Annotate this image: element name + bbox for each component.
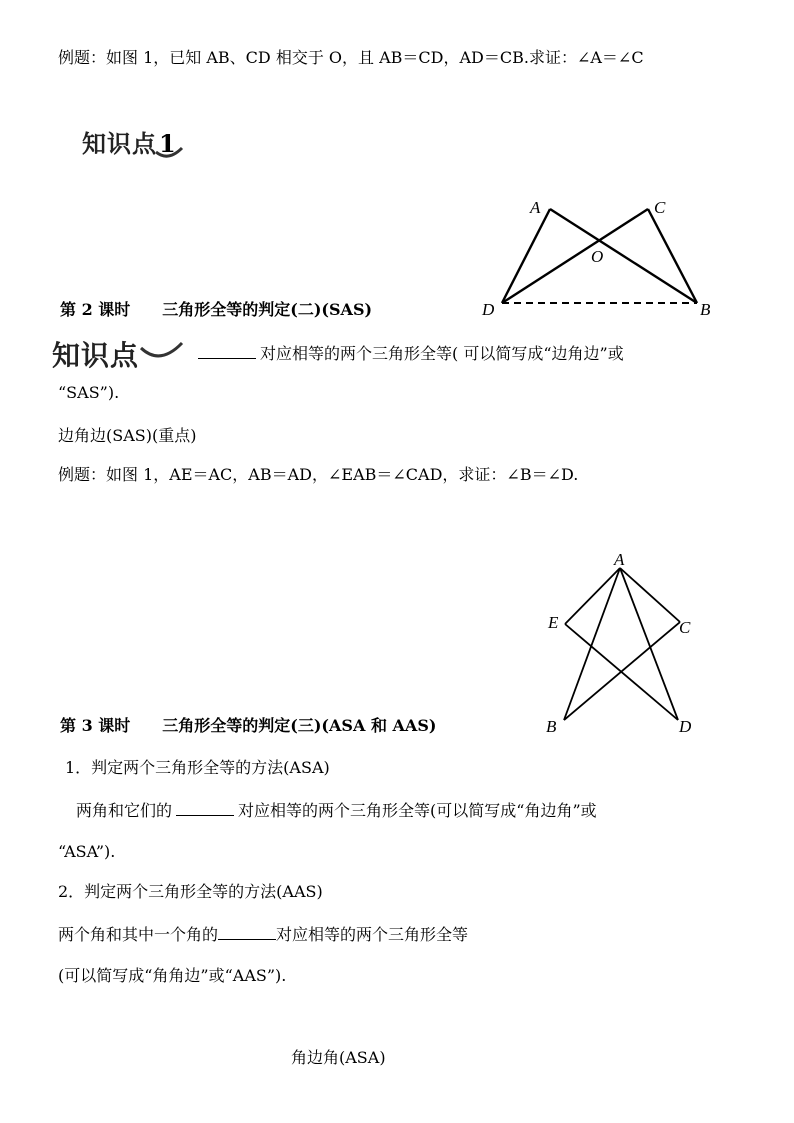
label-C: C xyxy=(679,618,691,637)
segment-AE xyxy=(565,568,620,624)
asa-rule-continuation: “ASA”). xyxy=(58,842,116,861)
label-D: D xyxy=(482,300,495,319)
sas-rule-line xyxy=(198,342,624,364)
label-D: D xyxy=(679,717,692,736)
badge-label: 知识点 xyxy=(52,339,140,372)
label-A: A xyxy=(530,198,541,217)
swoosh-icon xyxy=(138,340,186,362)
sas-rule-text: 对应相等的两个三角形全等( 可以简写成“边角边”或 xyxy=(260,344,624,363)
label-A: A xyxy=(614,550,625,569)
label-C: C xyxy=(654,198,666,217)
asa-rule-text-1: 两角和它们的 xyxy=(76,801,173,820)
segment-AB xyxy=(550,209,697,303)
aas-item-title: 2．判定两个三角形全等的方法(AAS) xyxy=(58,882,323,901)
label-B: B xyxy=(700,300,711,319)
label-E: E xyxy=(548,613,559,632)
answer-blank[interactable] xyxy=(198,342,256,359)
label-B: B xyxy=(546,717,557,736)
sas-heading: 边角边(SAS)(重点) xyxy=(58,426,197,445)
segment-AC xyxy=(620,568,680,622)
figure-2-overlapping-triangles xyxy=(540,548,710,740)
badge-label: 知识点 xyxy=(82,130,157,158)
lesson-2-title: 第 2 课时 三角形全等的判定(二)(SAS) xyxy=(60,300,373,319)
figure-1-crossed-triangles xyxy=(478,192,728,326)
answer-blank[interactable] xyxy=(218,923,276,940)
asa-item-title: 1．判定两个三角形全等的方法(ASA) xyxy=(65,758,330,777)
aas-rule-text-2: 对应相等的两个三角形全等 xyxy=(276,925,469,944)
swoosh-icon xyxy=(154,144,184,162)
segment-CB xyxy=(648,209,697,303)
aas-rule-line xyxy=(58,923,468,945)
label-O: O xyxy=(591,247,604,266)
lesson-3-title: 第 3 课时 三角形全等的判定(三)(ASA 和 AAS) xyxy=(60,716,437,735)
asa-section-heading: 角边角(ASA) xyxy=(291,1048,386,1067)
badge-number: 1 xyxy=(159,129,176,158)
segment-AD xyxy=(620,568,678,720)
sas-example-text: 例题：如图 1，AE＝AC，AB＝AD，∠EAB＝∠CAD，求证：∠B＝∠D. xyxy=(58,465,579,484)
segment-CD xyxy=(502,209,648,303)
knowledge-point-badge-2 xyxy=(52,334,139,374)
answer-blank[interactable] xyxy=(176,799,234,816)
asa-rule-text-2: 对应相等的两个三角形全等(可以简写成“角边角”或 xyxy=(238,801,597,820)
knowledge-point-badge-1 xyxy=(82,124,176,159)
aas-rule-continuation: (可以简写成“角角边”或“AAS”). xyxy=(58,966,287,985)
asa-rule-line xyxy=(76,799,597,821)
aas-rule-text-1: 两个角和其中一个角的 xyxy=(58,925,219,944)
sas-rule-continuation: “SAS”). xyxy=(58,383,120,402)
example-1-text: 例题：如图 1，已知 AB、CD 相交于 O，且 AB＝CD，AD＝CB.求证：∠A＝∠C xyxy=(58,48,644,67)
